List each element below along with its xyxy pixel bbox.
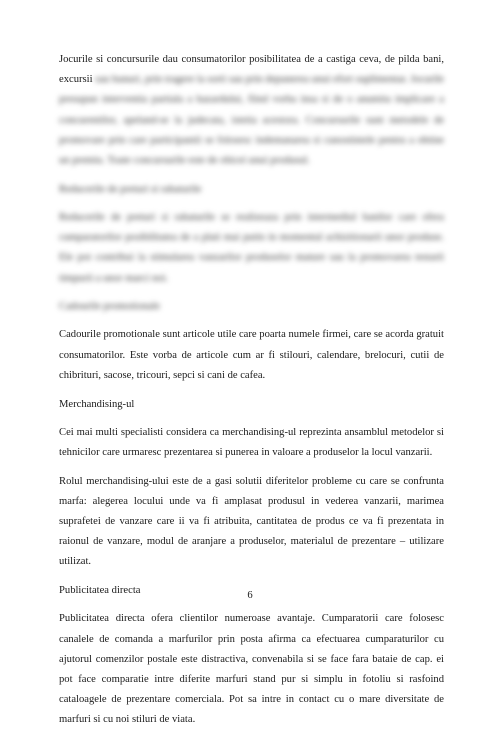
price-reductions-paragraph: Reducerile de preturi si rabaturile se realizeaza prin intermediul banilor care ofera cumparatorilor posibilitatea de a plati mai putin in momentul achizitionarii unor produse. Ele pot contribui la stimularea vanzarilor produselor mature sau la promovarea testarii timpurii a unor marci noi. xyxy=(59,211,444,284)
intro-paragraph xyxy=(59,50,444,171)
section-heading-price-reductions: Reducerile de preturi si rabaturile xyxy=(59,183,202,195)
page-number: 6 xyxy=(247,590,253,601)
section-heading-direct-advertising: Publicitatea directa xyxy=(59,585,141,597)
document-body xyxy=(59,50,444,739)
section-heading-promotional-gifts: Cadourile promotionale xyxy=(59,301,160,313)
merchandising-definition-paragraph: Cei mai multi specialisti considera ca merchandising-ul reprezinta ansamblul metodelor si tehnicilor care urmaresc prezentarea si punerea in valoare a produselor la locul vanzarii. xyxy=(59,426,444,458)
direct-advertising-paragraph: Publicitatea directa ofera clientilor numeroase avantaje. Cumparatorii care folosesc canalele de comanda a marfurilor prin posta afirma ca efectuarea cumparaturilor cu ajutorul comenzilor postale este distractiva, convenabila si se face fara bataie de cap. ei pot face comparatie intre diferite marfuri stand pur si simplu in fotoliu si rasfoind cataloagele de prezentare comerciala. Pot sa intre in contact cu o mare diversitate de marfuri si cu noi stiluri de viata. xyxy=(59,613,444,726)
intro-blurred-text: sau bunuri, prin tragere la sorti sau prin depunerea unui efort suplimentar. Jocurile presupun interventia partiala a hazardului, fiind vorba insa si de o anumita implicare a concurentilor, apeland-se la judecata, istetia acestora. Concursurile sunt metodele de promovare prin care participantii se folosesc indemanarea si cunostintele pentru a obtine un premiu. Toate concursurile este de obicei unui produsul. xyxy=(59,74,444,167)
merchandising-role-paragraph: Rolul merchandising-ului este de a gasi solutii diferitelor probleme cu care se confrunta marfa: alegerea locului unde va fi amplasat produsul in vederea vanzarii, marimea suprafetei de vanzare care ii va fi atribuita, cantitatea de produs ce va fi prezentata in raionul de vanzare, modul de aranjare a produselor, materialul de prezentare – utilizare utilizat. xyxy=(59,475,444,568)
promotional-gifts-paragraph: Cadourile promotionale sunt articole utile care poarta numele firmei, care se acorda gratuit consumatorilor. Este vorba de articole cum ar fi stilouri, calendare, brelocuri, cutii de chibrituri, sacose, tricouri, sepci si cani de cafea. xyxy=(59,329,444,381)
section-heading-merchandising: Merchandising-ul xyxy=(59,398,135,410)
intro-visible-line: Jocurile si concursurile dau consumatorilor posibilitatea de a castiga ceva, de pilda bani, excursii xyxy=(59,54,444,86)
